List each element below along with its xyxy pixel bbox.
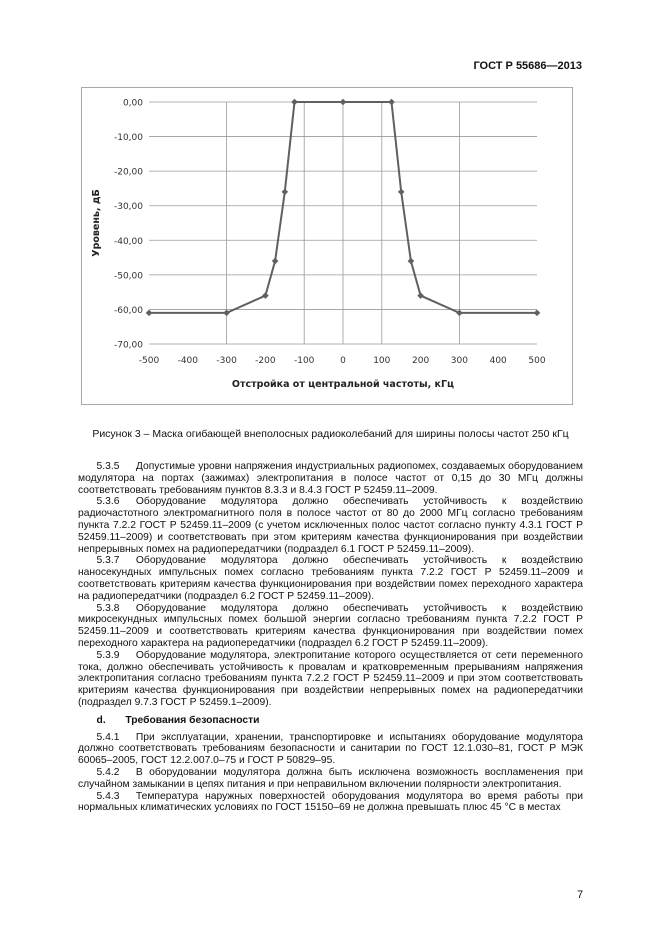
paragraph-5-3-8: 5.3.8 Оборудование модулятора должно обеспечивать устойчивость к воздействию микросекундных импульсных помех большой энергии согласно требованиям пункта 7.2.2 ГОСТ Р 52459.11–2009 и соответствовать критериям качества функционирования при воздействии помех переходного характера на радиопередатчики (подраздел 6.2 ГОСТ Р 52459.11–2009). [78,602,583,649]
data-point-marker [146,310,153,317]
paragraph-5-3-9: 5.3.9 Оборудование модулятора, электропитание которого осуществляется от сети переменного тока, должно обеспечивать устойчивость к провалам и кратковременным прерываниям напряжения электропитания согласно требованиям пункта 7.2.2 ГОСТ Р 52459.11–2009 и при этом соответствовать критериям качества функционирования при воздействии непрерывных помех на радиопередатчики (подраздел 9.7.3 ГОСТ Р 52459.1–2009). [78,649,583,708]
y-tick-label: -50,00 [113,271,143,282]
x-tick-label: -100 [293,356,315,366]
x-tick-label: 500 [528,356,546,366]
paragraph-5-4-2: 5.4.2 В оборудовании модулятора должна быть исключена возможность воспламенения при случайном замыкании в цепях питания и при неправильном включении полярности электропитания. [78,766,583,790]
y-tick-label: -30,00 [113,202,143,213]
x-tick-label: 100 [373,356,391,366]
y-tick-label: -70,00 [113,340,143,351]
data-point-marker [272,258,279,265]
paragraph-5-3-6: 5.3.6 Оборудование модулятора должно обеспечивать устойчивость к воздействию радиочастотного электромагнитного поля в полосе частот от 80 до 2000 МГц согласно требованиям пункта 7.2.2 ГОСТ Р 52459.11–2009 (с учетом исключенных полос частот согласно пункту 4.3.1 ГОСТ Р 52459.11–2009) и соответствовать при этом критериям качества функционирования при воздействии непрерывных помех на радиопередатчики (подраздел 6.1 ГОСТ Р 52459.11–2009). [78,496,583,555]
y-axis-label: Уровень, дБ [91,189,102,257]
chart-svg [82,88,574,406]
document-code: ГОСТ Р 55686—2013 [473,60,582,72]
x-tick-label: -400 [177,356,199,366]
data-point-marker [223,310,230,317]
document-body [78,461,583,814]
page-number: 7 [577,889,584,901]
data-point-marker [456,310,463,317]
data-point-marker [417,292,424,299]
data-point-marker [340,99,347,106]
x-tick-label: -200 [255,356,276,366]
paragraph-5-4-3: 5.4.3 Температура наружных поверхностей оборудования модулятора во время работы при нормальных климатических условиях по ГОСТ 15150–69 не должна превышать плюс 45 °C в местах [78,790,583,814]
y-tick-label: -20,00 [113,167,143,178]
paragraph-5-3-5: 5.3.5 Допустимые уровни напряжения индустриальных радиопомех, создаваемых оборудованием модулятора на портах (зажимах) электропитания в полосе частот от 0,15 до 30 МГц должны соответствовать требованиям пунктов 8.3.3 и 8.4.3 ГОСТ Р 52459.11–2009. [78,461,583,496]
data-point-marker [282,189,289,196]
data-point-marker [398,189,405,196]
data-point-marker [534,310,541,317]
data-point-marker [408,258,415,265]
y-tick-label: -60,00 [113,305,143,316]
data-point-marker [291,99,298,106]
figure-caption: Рисунок 3 – Маска огибающей внеполосных радиоколебаний для ширины полосы частот 250 кГц [92,428,569,440]
y-tick-label: 0,00 [122,98,143,109]
x-axis-label: Отстройка от центральной частоты, кГц [231,379,455,390]
x-tick-label: -300 [216,356,237,366]
y-tick-label: -10,00 [113,133,143,144]
y-tick-label: -40,00 [113,236,143,247]
section-heading-d: d. Требования безопасности [96,714,260,726]
data-point-marker [262,292,269,299]
x-tick-label: 300 [450,356,468,366]
x-tick-label: -500 [138,356,160,366]
paragraph-5-3-7: 5.3.7 Оборудование модулятора должно обеспечивать устойчивость к воздействию наносекундных импульсных помех согласно требованиям пункта 7.2.2 ГОСТ Р 52459.11–2009 и соответствовать критериям качества функционирования при воздействии помех переходного характера на радиопередатчики (подраздел 6.2 ГОСТ Р 52459.11–2009). [78,555,583,602]
data-point-marker [388,99,395,106]
figure-chart [81,87,573,405]
x-tick-label: 400 [489,356,507,366]
paragraph-5-4-1: 5.4.1 При эксплуатации, хранении, транспортировке и испытаниях оборудование модулятора должно соответствовать требованиям безопасности и санитарии по ГОСТ 12.1.030–81, ГОСТ Р МЭК 60065–2005, ГОСТ 12.2.007.0–75 и ГОСТ Р 50829–95. [78,731,583,767]
x-tick-label: 200 [412,356,430,366]
x-tick-label: 0 [340,356,346,366]
